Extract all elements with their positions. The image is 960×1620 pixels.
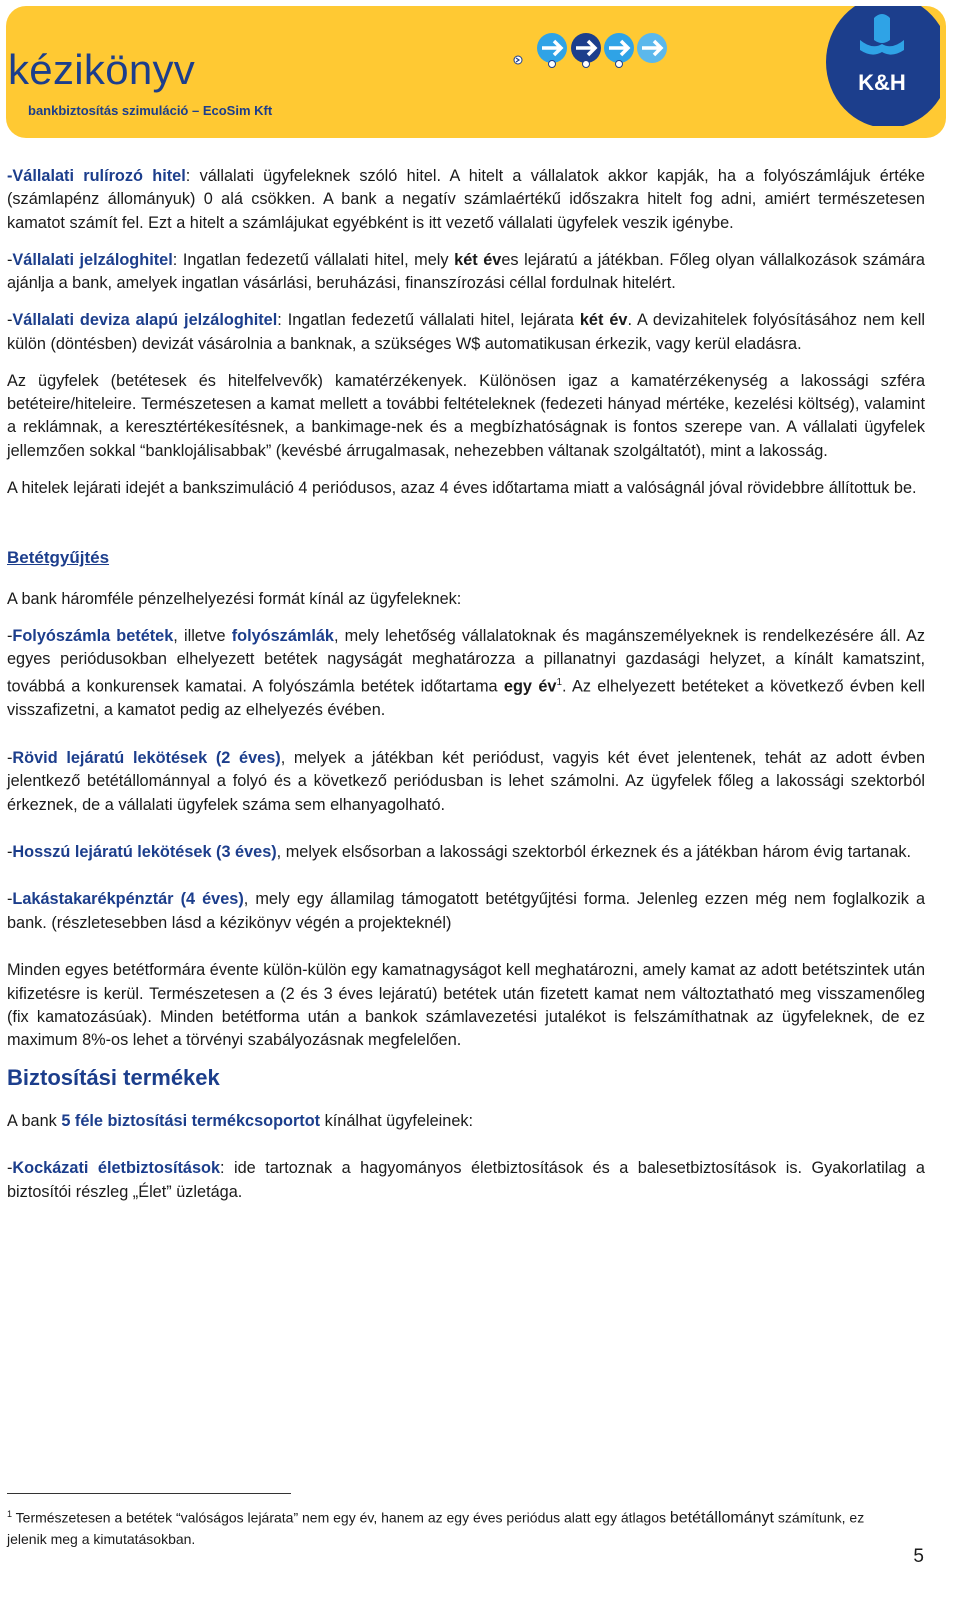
paragraph: -Kockázati életbiztosítások: ide tartoznak a hagyományos életbiztosítások és a balesetbiztosítások is. Gyakorlatilag a biztosítói részleg „Élet” üzletága.	[7, 1159, 925, 1201]
paragraph: -Hosszú lejáratú lekötések (3 éves), melyek elsősorban a lakossági szektorból érkeznek és a játékban három évig tartanak.	[7, 842, 912, 861]
term: -Vállalati rulírozó hitel	[7, 167, 186, 185]
arrow-light-icon	[637, 33, 667, 63]
paragraph: -Rövid lejáratú lekötések (2 éves), melyek a játékban két periódust, vagyis két évet jelentenek, tehát az adott évben jelentkező betétállománnyal a folyó és a következő periódusban is lehet számolni. Az ügyfelek főleg a lakossági szektorból érkeznek, de a vállalati ügyfelek száma sem elhanyagolható.	[7, 748, 925, 814]
paragraph: -Vállalati deviza alapú jelzáloghitel: Ingatlan fedezetű vállalati hitel, lejárata két év. A devizahitelek folyósításához nem kell külön (döntésben) devizát vásárolnia a banknak, a szükséges W$ automatikusan érkezik, vagy kerül eladásra.	[7, 311, 925, 353]
paragraph: A bank háromféle pénzelhelyezési formát kínál az ügyfeleknek:	[7, 589, 462, 608]
paragraph: Minden egyes betétformára évente külön-külön egy kamatnagyságot kell meghatározni, amely kamat az adott betétszintek után kifizetésre is kerül. Természetesen a (2 és 3 éves lejáratú) betétek után fizetett kamat nem változtatható meg visszamenőleg (fix kamatozásúak). Minden betétforma után a bankok számlavezetési jutalékot is felszámíthatnak az ügyfeleknek, de ez maximum 8%-os lehet a törvényi szabályozásnak megfelelően.	[7, 961, 925, 1050]
term: Rövid lejáratú lekötések (2 éves)	[12, 748, 281, 767]
paragraph: -Lakástakarékpénztár (4 éves), mely egy államilag támogatott betétgyűjtési forma. Jelenleg ezzen még nem foglalkozik a bank. (részletesebben lásd a kézikönyv végén a projekteknél)	[7, 890, 925, 932]
navigation-arrows-icon	[506, 28, 706, 78]
page-number: 5	[913, 1546, 924, 1567]
arrow-blue-icon	[537, 33, 567, 68]
paragraph: -Vállalati rulírozó hitel: vállalati ügyfeleknek szóló hitel. A hitelt a vállalatok akkor kapják, ha a folyószámlájuk értéke (számlapénz állományuk) 0 alá csökken. A bank a negatív számlaértékű időszakra hitelt fog adni, amiért természetesen kamatot számít fel. Ezt a hitelt a számlájukat egyébként is itt vezető vállalati ügyfelek veszik igénybe.	[7, 167, 925, 232]
banner-title: kézikönyv	[8, 46, 196, 93]
term: Folyószámla betétek	[12, 626, 174, 645]
arrow-blue-icon-2	[604, 33, 634, 68]
header-banner	[6, 6, 946, 138]
section-heading-deposits: Betétgyűjtés	[7, 548, 110, 568]
kh-logo	[822, 6, 940, 126]
small-arrow-icon	[514, 56, 522, 64]
paragraph: A bank 5 féle biztosítási termékcsoportot kínálhat ügyfeleinek:	[7, 1111, 474, 1130]
term: Kockázati életbiztosítások	[12, 1159, 221, 1178]
section-heading-insurance: Biztosítási termékek	[7, 1065, 220, 1091]
footnote-ref: 1	[556, 677, 562, 689]
term: Hosszú lejáratú lekötések (3 éves)	[12, 842, 277, 861]
term: folyószámlák	[231, 626, 334, 645]
paragraph: -Vállalati jelzáloghitel: Ingatlan fedezetű vállalati hitel, mely két éves lejáratú a játékban. Főleg olyan vállalkozások számára ajánlja a bank, amelyek ingatlan vásárlási, beruházási, finanszírozási céllal fordulnak hitelért.	[7, 250, 925, 293]
term: Lakástakarékpénztár (4 éves)	[12, 890, 244, 909]
logo-text: K&H	[858, 70, 906, 95]
footnote-divider	[7, 1493, 291, 1494]
paragraph: A hitelek lejárati idejét a bankszimuláció 4 periódusos, azaz 4 éves időtartama miatt a valóságnál jóval rövidebbre állítottuk be.	[7, 478, 917, 497]
paragraph: -Folyószámla betétek, illetve folyószámlák, mely lehetőség vállalatoknak és magánszemélyeknek is rendelkezésére áll. Az egyes periódusokban elhelyezett betétek nagyságát meghatározza a pillanatnyi gazdasági helyzet, a kínált kamatszint, továbbá a konkurensek kamatai. A folyószámla betétek időtartama egy $év^1$. Az elhelyezett betéteket a következő évben kell visszafizetni, a kamatot pedig az elhelyezés évében.	[7, 626, 925, 720]
arrow-navy-icon	[571, 33, 601, 68]
banner-subtitle: bankbiztosítás szimuláció – EcoSim Kft	[28, 103, 273, 118]
paragraph: Az ügyfelek (betétesek és hitelfelvevők) kamatérzékenyek. Különösen igaz a kamatérzékenység a lakossági szféra betéteire/hiteleire. Természetesen a kamat mellett a további feltételeknek (fedezeti hányad mértéke, kezelési költség), valamint a reklámnak, a keresztértékesítésnek, a bankimage-nek és a megbízhatóságnak is fontos szerepe van. A vállalati ügyfelek jellemzően sokkal “banklojálisabbak” (kevésbé árrugalmasak, nehezebben váltanak szolgáltatót), mint a lakosság.	[7, 371, 925, 460]
term: Vállalati jelzáloghitel	[12, 250, 173, 269]
term: Vállalati deviza alapú jelzáloghitel	[12, 311, 278, 330]
document-body	[7, 165, 925, 1218]
footnote: $^1$ Természetesen a betétek “valóságos lejárata” nem egy év, hanem az egy éves periódus alatt egy átlagos betétállományt számítunk, ez jelenik meg a kimutatásokban.	[7, 1509, 865, 1547]
